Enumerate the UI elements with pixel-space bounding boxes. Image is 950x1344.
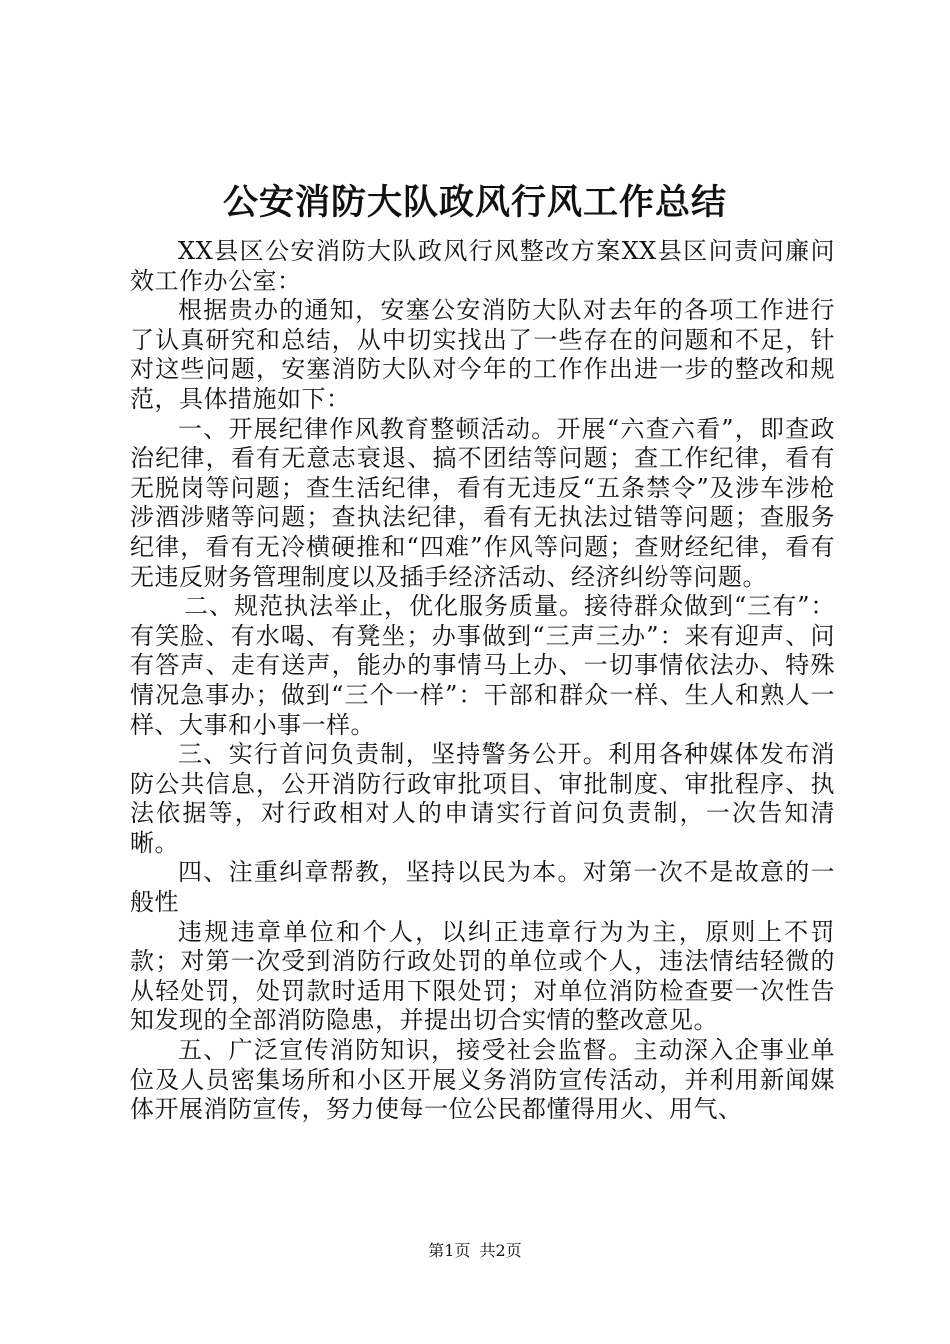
page-footer (0, 1239, 950, 1263)
paragraph-intro: 根据贵办的通知，安塞公安消防大队对去年的各项工作进行了认真研究和总结，从中切实找出了一些存在的问题和不足，针对这些问题，安塞消防大队对今年的工作作出进一步的整改和规范，具体措施如下： (130, 296, 835, 413)
page-total: 共2页 (479, 1241, 522, 1260)
paragraph-measure-2: 二、规范执法举止，优化服务质量。接待群众做到“三有”：有笑脸、有水喝、有凳坐；办事做到“三声三办”：来有迎声、问有答声、走有送声，能办的事情马上办、一切事情依法办、特殊情况急事办；做到“三个一样”：干部和群众一样、生人和熟人一样、大事和小事一样。 (130, 592, 835, 739)
document-title: 公安消防大队政风行风工作总结 (222, 182, 727, 223)
paragraph-measure-1: 一、开展纪律作风教育整顿活动。开展“六查六看”，即查政治纪律，看有无意志衰退、搞不团结等问题；查工作纪律，看有无脱岗等问题；查生活纪律，看有无违反“五条禁令”及涉车涉枪涉酒涉赌等问题；查执法纪律，看有无执法过错等问题；查服务纪律，看有无冷横硬推和“四难”作风等问题；查财经纪律，看有无违反财务管理制度以及插手经济活动、经济纠纷等问题。 (130, 414, 835, 591)
paragraph-measure-4-continued: 违规违章单位和个人，以纠正违章行为为主，原则上不罚款；对第一次受到消防行政处罚的单位或个人，违法情结轻微的从轻处罚，处罚款时适用下限处罚；对单位消防检查要一次性告知发现的全部消防隐患，并提出切合实情的整改意见。 (130, 917, 835, 1035)
paragraph-salutation: XX县区公安消防大队政风行风整改方案XX县区问责问廉问效工作办公室： (130, 237, 835, 295)
paragraph-measure-4: 四、注重纠章帮教，坚持以民为本。对第一次不是故意的一般性 (130, 858, 835, 917)
document-body (130, 237, 835, 1125)
page-number: 第1页 (428, 1241, 471, 1260)
paragraph-measure-5: 五、广泛宣传消防知识，接受社会监督。主动深入企事业单位及人员密集场所和小区开展义务消防宣传活动，并利用新闻媒体开展消防宣传，努力使每一位公民都懂得用火、用气、 (130, 1036, 835, 1124)
paragraph-measure-3: 三、实行首问负责制，坚持警务公开。利用各种媒体发布消防公共信息，公开消防行政审批项目、审批制度、审批程序、执法依据等，对行政相对人的申请实行首问负责制，一次告知清晰。 (130, 740, 835, 857)
